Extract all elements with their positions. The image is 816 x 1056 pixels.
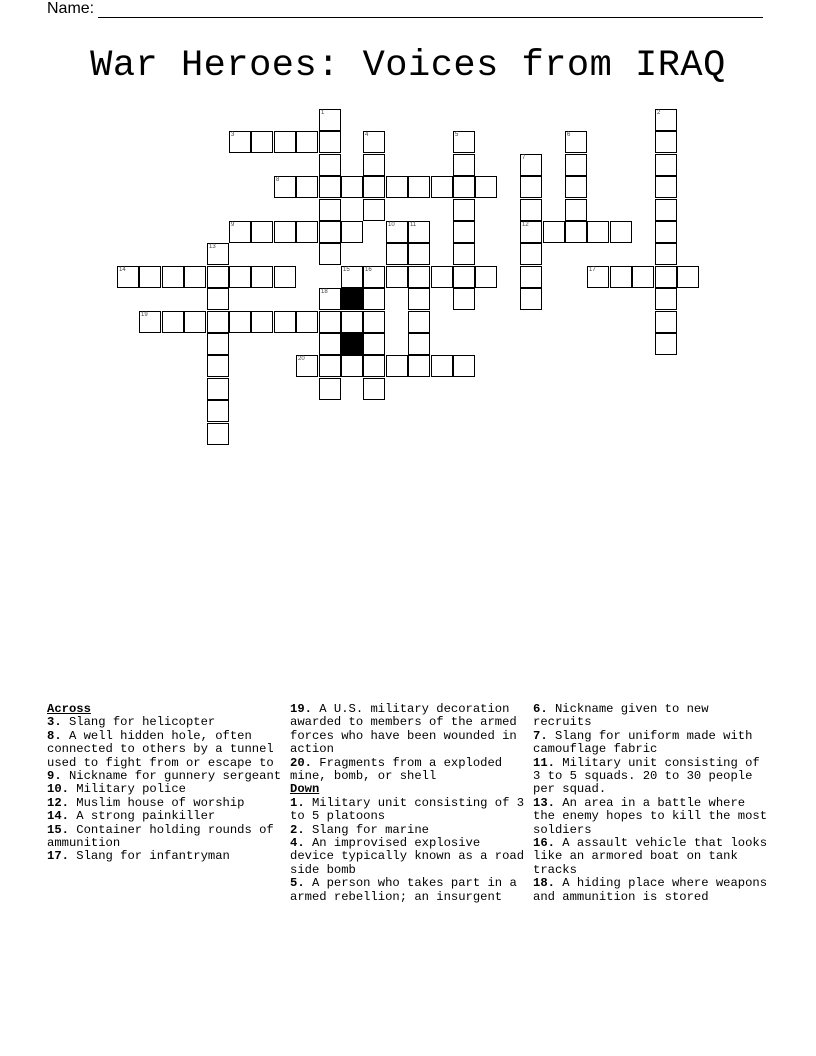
down-clue-4: 4. An improvised explosive device typically known as a road side bomb: [290, 836, 525, 877]
crossword-cell[interactable]: [251, 131, 273, 153]
crossword-cell[interactable]: [655, 131, 677, 153]
crossword-cell[interactable]: [274, 266, 296, 288]
crossword-cell[interactable]: [520, 288, 542, 310]
cell-number: 14: [119, 267, 126, 273]
crossword-cell[interactable]: [184, 266, 206, 288]
crossword-cell[interactable]: [408, 355, 430, 377]
crossword-cell[interactable]: [363, 288, 385, 310]
cell-number: 10: [388, 222, 395, 228]
clues-column-1: [47, 703, 287, 864]
cell-number: 17: [589, 267, 596, 273]
crossword-cell[interactable]: [319, 355, 341, 377]
crossword-cell[interactable]: [162, 266, 184, 288]
cell-number: 8: [276, 177, 280, 183]
cell-number: 2: [657, 110, 661, 116]
crossword-cell[interactable]: [543, 221, 565, 243]
cell-number: 6: [567, 132, 571, 138]
crossword-cell[interactable]: [520, 221, 542, 243]
clues-column-2: [290, 703, 530, 904]
crossword-cell[interactable]: [655, 176, 677, 198]
crossword-cell[interactable]: [341, 266, 363, 288]
crossword-cell[interactable]: [319, 176, 341, 198]
crossword-cell[interactable]: [453, 199, 475, 221]
crossword-cell[interactable]: [207, 400, 229, 422]
crossword-cell[interactable]: [341, 355, 363, 377]
crossword-cell[interactable]: [386, 355, 408, 377]
crossword-cell[interactable]: [363, 154, 385, 176]
crossword-cell[interactable]: [565, 199, 587, 221]
crossword-cell[interactable]: [207, 333, 229, 355]
down-clue-13: 13. An area in a battle where the enemy hopes to kill the most soldiers: [533, 795, 768, 837]
across-clue-19: 19. A U.S. military decoration awarded to members of the armed forces who have been wounded in action: [290, 702, 517, 757]
crossword-cell[interactable]: [296, 311, 318, 333]
crossword-cell[interactable]: [319, 221, 341, 243]
crossword-cell[interactable]: [520, 176, 542, 198]
page-title: War Heroes: Voices from IRAQ: [90, 45, 726, 87]
crossword-cell[interactable]: [565, 176, 587, 198]
cell-number: 13: [209, 244, 216, 250]
crossword-cell[interactable]: [319, 243, 341, 265]
across-clue-9: 9. Nickname for gunnery sergeant: [47, 769, 282, 784]
crossword-cell[interactable]: [565, 131, 587, 153]
crossword-cell[interactable]: [274, 176, 296, 198]
crossword-cell[interactable]: [408, 176, 430, 198]
crossword-cell[interactable]: [386, 243, 408, 265]
crossword-cell[interactable]: [251, 221, 273, 243]
cell-number: 18: [321, 289, 328, 295]
crossword-cell[interactable]: [207, 266, 229, 288]
crossword-cell[interactable]: [184, 311, 206, 333]
crossword-cell[interactable]: [431, 355, 453, 377]
crossword-cell[interactable]: [386, 221, 408, 243]
crossword-cell[interactable]: [453, 266, 475, 288]
crossword-cell[interactable]: [139, 311, 161, 333]
crossword-grid: [0, 0, 816, 440]
down-clue-18: 18. A hiding place where weapons and ammunition is stored: [533, 876, 768, 904]
across-clue-3: 3. Slang for helicopter: [47, 715, 216, 730]
crossword-cell[interactable]: [408, 221, 430, 243]
crossword-cell[interactable]: [296, 221, 318, 243]
crossword-cell[interactable]: [677, 266, 699, 288]
cell-number: 15: [343, 267, 350, 273]
crossword-cell[interactable]: [431, 266, 453, 288]
crossword-cell[interactable]: [251, 266, 273, 288]
down-heading: Down: [290, 782, 320, 797]
down-clue-1: 1. Military unit consisting of 3 to 5 platoons: [290, 795, 525, 824]
crossword-cell[interactable]: [207, 378, 229, 400]
crossword-cell[interactable]: [319, 288, 341, 310]
crossword-cell[interactable]: [453, 243, 475, 265]
across-clue-15: 15. Container holding rounds of ammunition: [47, 822, 274, 851]
crossword-cell[interactable]: [520, 199, 542, 221]
down-clue-16: 16. A assault vehicle that looks like an armored boat on tank tracks: [533, 836, 768, 877]
crossword-cell[interactable]: [565, 154, 587, 176]
crossword-cell[interactable]: [453, 176, 475, 198]
crossword-cell[interactable]: [655, 288, 677, 310]
crossword-cell[interactable]: [655, 154, 677, 176]
crossword-cell[interactable]: [319, 378, 341, 400]
down-clue-11: 11. Military unit consisting of 3 to 5 squads. 20 to 30 people per squad.: [533, 755, 760, 797]
crossword-cell[interactable]: [453, 154, 475, 176]
crossword-cell[interactable]: [363, 378, 385, 400]
crossword-cell[interactable]: [229, 221, 251, 243]
cell-number: 4: [365, 132, 369, 138]
crossword-cell[interactable]: [229, 266, 251, 288]
crossword-cell[interactable]: [453, 221, 475, 243]
crossword-cell[interactable]: [274, 131, 296, 153]
crossword-cell[interactable]: [296, 355, 318, 377]
crossword-cell[interactable]: [207, 288, 229, 310]
crossword-cell[interactable]: [363, 355, 385, 377]
crossword-cell[interactable]: [341, 311, 363, 333]
crossword-cell[interactable]: [453, 355, 475, 377]
across-clue-14: 14. A strong painkiller: [47, 809, 216, 824]
crossword-cell[interactable]: [408, 288, 430, 310]
crossword-cell[interactable]: [386, 176, 408, 198]
crossword-cell[interactable]: [655, 243, 677, 265]
black-square: [341, 333, 363, 355]
crossword-cell[interactable]: [363, 333, 385, 355]
crossword-cell[interactable]: [117, 266, 139, 288]
crossword-cell[interactable]: [408, 243, 430, 265]
crossword-cell[interactable]: [431, 176, 453, 198]
crossword-cell[interactable]: [363, 266, 385, 288]
black-square: [341, 288, 363, 310]
across-clue-8: 8. A well hidden hole, often connected to others by a tunnel used to fight from or escape to: [47, 728, 274, 770]
across-clue-17: 17. Slang for infantryman: [47, 849, 230, 864]
crossword-cell[interactable]: [207, 311, 229, 333]
cell-number: 9: [231, 222, 235, 228]
cell-number: 5: [455, 132, 459, 138]
crossword-cell[interactable]: [341, 221, 363, 243]
cell-number: 19: [141, 312, 148, 318]
crossword-cell[interactable]: [363, 199, 385, 221]
crossword-cell[interactable]: [408, 333, 430, 355]
down-clue-6: 6. Nickname given to new recruits: [533, 702, 709, 730]
crossword-cell[interactable]: [453, 131, 475, 153]
crossword-cell[interactable]: [655, 221, 677, 243]
cell-number: 3: [231, 132, 235, 138]
crossword-cell[interactable]: [319, 109, 341, 131]
down-clue-2: 2. Slang for marine: [290, 822, 429, 837]
across-clue-10: 10. Military police: [47, 782, 186, 797]
crossword-cell[interactable]: [319, 131, 341, 153]
crossword-cell[interactable]: [207, 355, 229, 377]
crossword-cell[interactable]: [520, 154, 542, 176]
name-label: Name:: [47, 0, 95, 17]
crossword-cell[interactable]: [453, 288, 475, 310]
crossword-cell[interactable]: [274, 221, 296, 243]
across-clue-20: 20. Fragments from a exploded mine, bomb, or shell: [290, 755, 503, 784]
across-clue-12: 12. Muslim house of worship: [47, 795, 245, 810]
crossword-cell[interactable]: [139, 266, 161, 288]
crossword-cell[interactable]: [587, 221, 609, 243]
crossword-cell[interactable]: [655, 109, 677, 131]
down-clue-7: 7. Slang for uniform made with camouflage fabric: [533, 728, 753, 757]
cell-number: 20: [298, 356, 305, 362]
crossword-cell[interactable]: [162, 311, 184, 333]
crossword-cell[interactable]: [363, 311, 385, 333]
cell-number: 1: [321, 110, 325, 116]
crossword-cell[interactable]: [632, 266, 654, 288]
crossword-cell[interactable]: [296, 131, 318, 153]
crossword-cell[interactable]: [274, 311, 296, 333]
crossword-cell[interactable]: [520, 243, 542, 265]
crossword-cell[interactable]: [207, 423, 229, 445]
cell-number: 7: [522, 155, 526, 161]
crossword-cell[interactable]: [341, 176, 363, 198]
crossword-cell[interactable]: [319, 154, 341, 176]
crossword-cell[interactable]: [475, 176, 497, 198]
crossword-cell[interactable]: [475, 266, 497, 288]
crossword-cell[interactable]: [319, 311, 341, 333]
crossword-cell[interactable]: [587, 266, 609, 288]
crossword-cell[interactable]: [520, 266, 542, 288]
crossword-cell[interactable]: [229, 131, 251, 153]
crossword-cell[interactable]: [408, 311, 430, 333]
crossword-cell[interactable]: [296, 176, 318, 198]
crossword-cell[interactable]: [386, 266, 408, 288]
crossword-cell[interactable]: [610, 221, 632, 243]
crossword-cell[interactable]: [565, 221, 587, 243]
crossword-cell[interactable]: [408, 266, 430, 288]
down-clue-5: 5. A person who takes part in a armed rebellion; an insurgent: [290, 876, 517, 904]
crossword-cell[interactable]: [319, 199, 341, 221]
crossword-cell[interactable]: [655, 311, 677, 333]
cell-number: 12: [522, 222, 529, 228]
crossword-cell[interactable]: [655, 199, 677, 221]
crossword-cell[interactable]: [610, 266, 632, 288]
across-heading: Across: [47, 702, 91, 716]
cell-number: 11: [410, 222, 417, 228]
cell-number: 16: [365, 267, 372, 273]
clues-column-3: [533, 703, 773, 904]
crossword-cell[interactable]: [207, 243, 229, 265]
crossword-cell[interactable]: [655, 333, 677, 355]
crossword-cell[interactable]: [251, 311, 273, 333]
crossword-cell[interactable]: [363, 176, 385, 198]
crossword-cell[interactable]: [363, 131, 385, 153]
crossword-cell[interactable]: [319, 333, 341, 355]
crossword-cell[interactable]: [229, 311, 251, 333]
crossword-cell[interactable]: [655, 266, 677, 288]
